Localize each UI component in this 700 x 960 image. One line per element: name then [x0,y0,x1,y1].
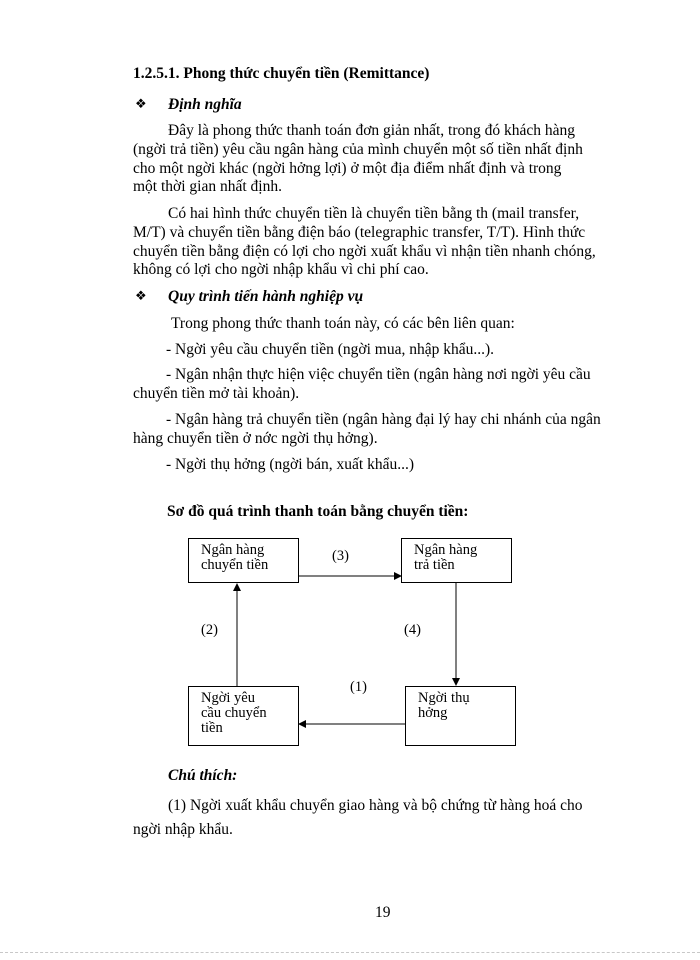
notes-title: Chú thích: [168,767,238,784]
remitter-box [188,686,299,746]
definition-title: Định nghĩa [168,96,242,113]
procedure-intro: Trong phong thức thanh toán này, có các bên liên quan: [171,315,515,332]
box-line: Ngời yêu [201,690,255,706]
page-number: 19 [375,904,391,921]
definition-line: một thời gian nhất định. [133,178,282,195]
box-line: Ngân hàng [414,542,478,558]
diagram-title: Sơ đồ quá trình thanh toán bằng chuyển tiền: [167,503,469,520]
definition-line: chuyển tiền bằng điện có lợi cho ngời xuất khẩu vì nhận tiền nhanh chóng, [133,243,596,260]
step-label-1: (1) [350,679,367,695]
page-bottom-divider [0,952,700,953]
note-line: ngời nhập khẩu. [133,821,233,838]
procedure-item: - Ngời thụ hởng (ngời bán, xuất khẩu...) [166,456,415,473]
box-line: trả tiền [414,557,455,573]
definition-line: Có hai hình thức chuyển tiền là chuyển tiền bằng th (mail transfer, [168,205,580,222]
note-line: (1) Ngời xuất khẩu chuyển giao hàng và bộ chứng từ hàng hoá cho [168,797,583,814]
step-label-2: (2) [201,622,218,638]
definition-line: cho một ngời khác (ngời hởng lợi) ở một địa điểm nhất định và trong [133,160,562,177]
procedure-item: - Ngời yêu cầu chuyển tiền (ngời mua, nhập khẩu...). [166,341,495,358]
step-label-4: (4) [404,622,421,638]
section-heading: 1.2.5.1. Phong thức chuyển tiền (Remittance) [133,65,430,82]
definition-line: không có lợi cho ngời nhập khẩu vì chi phí cao. [133,261,429,278]
procedure-item: chuyển tiền mở tài khoản). [133,385,300,402]
definition-line: (ngời trả tiền) yêu cầu ngân hàng của mình chuyển một số tiền nhất định [133,141,583,158]
bullet-icon: ❖ [135,96,147,111]
procedure-item: hàng chuyển tiền ở nớc ngời thụ hởng). [133,430,378,447]
paying-bank-box [401,538,512,583]
box-line: hởng [418,705,448,721]
procedure-title: Quy trình tiến hành nghiệp vụ [168,288,364,305]
box-line: Ngân hàng [201,542,265,558]
remitting-bank-box [188,538,299,583]
bullet-icon: ❖ [135,288,147,303]
box-line: Ngời thụ [418,690,470,706]
box-line: cầu chuyển [201,705,267,721]
box-line: chuyển tiền [201,557,269,573]
definition-line: Đây là phong thức thanh toán đơn giản nhất, trong đó khách hàng [168,122,576,139]
beneficiary-box [405,686,516,746]
box-line: tiền [201,720,223,736]
procedure-item: - Ngân nhận thực hiện việc chuyển tiền (ngân hàng nơi ngời yêu cầu [166,366,591,383]
definition-line: M/T) và chuyển tiền bằng điện báo (telegraphic transfer, T/T). Hình thức [133,224,586,241]
procedure-item: - Ngân hàng trả chuyển tiền (ngân hàng đại lý hay chi nhánh của ngân [166,411,601,428]
step-label-3: (3) [332,548,349,564]
